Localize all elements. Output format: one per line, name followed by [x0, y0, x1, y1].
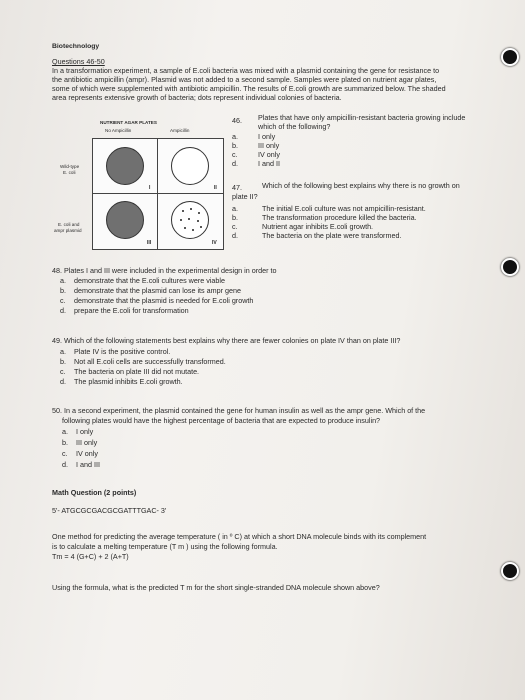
- q47-option-b: The transformation procedure killed the bacteria.: [262, 213, 417, 222]
- row-label-ecoli-and: E. coli and: [58, 222, 80, 227]
- q47-option-d: The bacteria on the plate were transformed.: [262, 231, 402, 240]
- q48-option-b: demonstrate that the plasmid can lose its ampr gene: [74, 286, 242, 295]
- q46-number: 46.: [232, 116, 242, 125]
- q48-option-c: demonstrate that the plasmid is needed for E.coli growth: [74, 296, 254, 305]
- q48-option-a: demonstrate that the E.coli cultures were viable: [74, 276, 226, 285]
- col-label-ampicillin: Ampicillin: [170, 128, 190, 133]
- q49-option-a: Plate IV is the positive control.: [74, 347, 171, 356]
- q47-option-d-letter: d.: [232, 231, 238, 240]
- plate-label-iv: IV: [212, 240, 217, 246]
- q48-option-c-letter: c.: [60, 296, 66, 305]
- q47-option-c: Nutrient agar inhibits E.coli growth.: [262, 222, 374, 231]
- q46-stem-1: Plates that have only ampicillin-resistant bacteria growing include: [258, 113, 466, 122]
- q46-option-d-letter: d.: [232, 159, 238, 168]
- plate-iv-colonies: [171, 201, 209, 239]
- q48-stem: 48. Plates I and III were included in the experimental design in order to: [52, 266, 277, 275]
- q46-option-b-letter: b.: [232, 141, 238, 150]
- row-label-wildtype: Wild-type: [60, 164, 80, 169]
- q50-option-a: I only: [76, 427, 94, 436]
- q46-option-d: I and II: [258, 159, 280, 168]
- q50-option-d-letter: d.: [62, 460, 68, 469]
- q50-option-c-letter: c.: [62, 449, 68, 458]
- q49-option-d: The plasmid inhibits E.coli growth.: [74, 377, 183, 386]
- q50-option-d: I and III: [76, 460, 100, 469]
- q49-option-c-letter: c.: [60, 367, 66, 376]
- binder-hole-bottom: [501, 562, 519, 580]
- q48-option-a-letter: a.: [60, 276, 66, 285]
- q50-stem-1: 50. In a second experiment, the plasmid contained the gene for human insulin as well as the ampr gene. Which of the: [52, 406, 426, 415]
- intro-line-3: some of which were supplemented with antibiotic ampicillin. The results of E.coli growth are summarized below. The shaded: [52, 84, 446, 93]
- q48-option-b-letter: b.: [60, 286, 66, 295]
- melting-formula: Tm = 4 (G+C) + 2 (A+T): [52, 552, 129, 561]
- row-label-amp-plasmid: ampr plasmid: [54, 228, 82, 233]
- plate-label-iii: III: [147, 240, 152, 246]
- q50-stem-2: following plates would have the highest percentage of bacteria that are expected to produce insulin?: [62, 416, 381, 425]
- math-heading: Math Question (2 points): [52, 488, 137, 497]
- dna-sequence: 5'- ATGCGCGACGCGATTTGAC- 3': [52, 506, 167, 515]
- q46-option-a: I only: [258, 132, 276, 141]
- math-line-1: One method for predicting the average temperature ( in º C) at which a short DNA molecule binds with its complement: [52, 532, 427, 541]
- q47-stem-1: Which of the following best explains why there is no growth on: [262, 181, 460, 190]
- page-title: Biotechnology: [52, 43, 100, 50]
- plate-label-ii: II: [214, 185, 217, 191]
- q46-stem-2: which of the following?: [258, 122, 331, 131]
- q47-stem-2: plate II?: [232, 192, 258, 201]
- row-label-ecoli: E. coli: [63, 170, 76, 175]
- q46-option-b: III only: [258, 141, 280, 150]
- questions-heading: Questions 46-50: [52, 57, 105, 66]
- q48-option-d: prepare the E.coli for transformation: [74, 306, 189, 315]
- q49-option-c: The bacteria on plate III did not mutate.: [74, 367, 200, 376]
- plate-i-growth: [106, 147, 144, 185]
- q47-option-a-letter: a.: [232, 204, 238, 213]
- q46-option-c-letter: c.: [232, 150, 238, 159]
- plate-label-i: I: [149, 185, 151, 191]
- plate-iii-growth: [106, 201, 144, 239]
- plate-ii-empty: [171, 147, 209, 185]
- binder-hole-middle: [501, 258, 519, 276]
- math-question: Using the formula, what is the predicted T m for the short single-stranded DNA molecule shown above?: [52, 583, 380, 592]
- binder-hole-top: [501, 48, 519, 66]
- q50-option-a-letter: a.: [62, 427, 68, 436]
- q47-option-c-letter: c.: [232, 222, 238, 231]
- q49-option-d-letter: d.: [60, 377, 66, 386]
- q47-option-a: The initial E.coli culture was not ampicillin-resistant.: [262, 204, 426, 213]
- intro-line-1: In a transformation experiment, a sample of E.coli bacteria was mixed with a plasmid containing the gene for resistance to: [52, 66, 440, 75]
- col-label-no-ampicillin: No Ampicillin: [105, 128, 132, 133]
- q49-stem: 49. Which of the following statements best explains why there are fewer colonies on plate IV than on plate III?: [52, 336, 401, 345]
- q46-option-a-letter: a.: [232, 132, 238, 141]
- q50-option-b-letter: b.: [62, 438, 68, 447]
- q49-option-a-letter: a.: [60, 347, 66, 356]
- figure-title: NUTRIENT AGAR PLATES: [100, 120, 157, 125]
- intro-line-4: area represents extensive growth of bacteria; dots represent individual colonies of bacteria.: [52, 93, 342, 102]
- q47-option-b-letter: b.: [232, 213, 238, 222]
- math-line-2: is to calculate a melting temperature (T m ) using the following formula.: [52, 542, 278, 551]
- q49-option-b-letter: b.: [60, 357, 66, 366]
- q50-option-b: III only: [76, 438, 98, 447]
- q47-number: 47.: [232, 183, 242, 192]
- q46-option-c: IV only: [258, 150, 280, 159]
- agar-plates-grid: [92, 138, 224, 250]
- q48-option-d-letter: d.: [60, 306, 66, 315]
- q50-option-c: IV only: [76, 449, 98, 458]
- intro-line-2: the antibiotic ampicillin (ampr). Plasmid was not added to a second sample. Samples were plated on nutrient agar plates,: [52, 75, 437, 84]
- q49-option-b: Not all E.coli cells are successfully transformed.: [74, 357, 226, 366]
